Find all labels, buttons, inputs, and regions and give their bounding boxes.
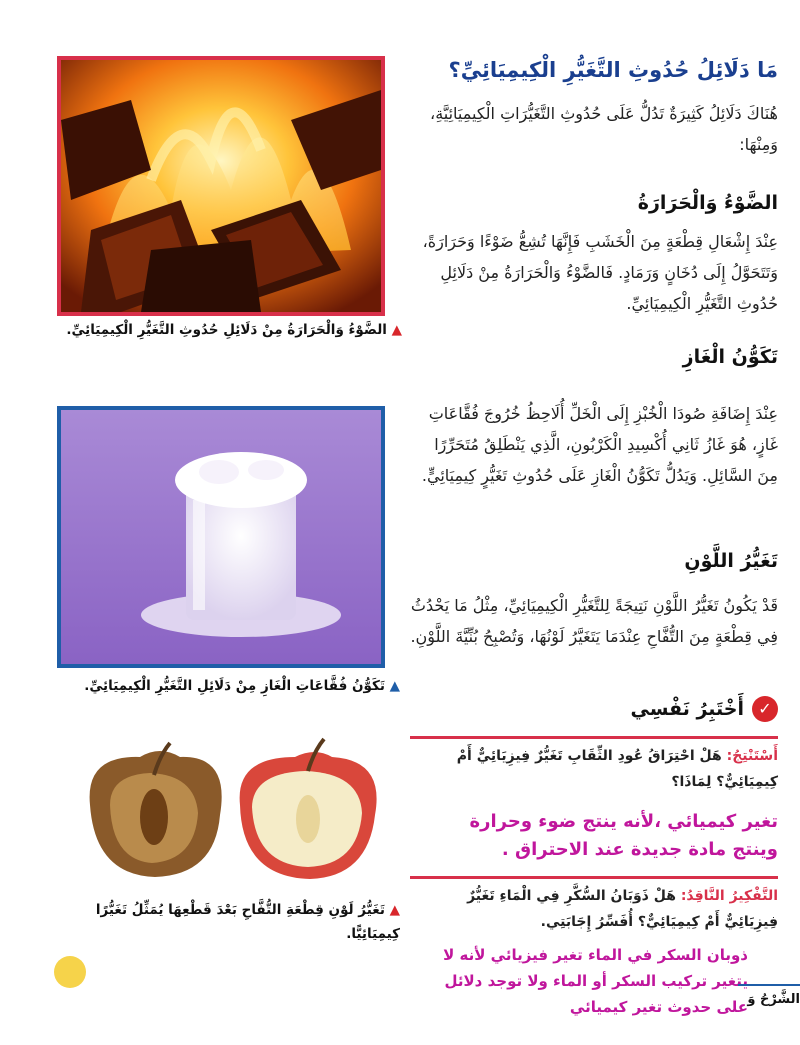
apple-caption-line2: كِيمِيَائِيًّا.: [346, 926, 400, 942]
question-2-text: هَلْ ذَوَبَانُ السُّكَّرِ فِي الْمَاءِ تَغَيُّرٌ فِيزِيَائِيٌّ أَمْ كِيمِيَائِيٌّ؟ أُفَسِّرُ إِجَابَتِي.: [467, 888, 778, 930]
color-title: تَغَيُّرُ اللَّوْنِ: [684, 550, 778, 572]
fire-illustration: [61, 60, 381, 312]
caption-triangle-icon: ▲: [389, 678, 400, 694]
apple-caption: [40, 898, 400, 946]
answer-2-line3: على حدوث تغير كيميائي: [569, 998, 748, 1016]
checkmark-icon: ✓: [752, 696, 778, 722]
answer-1-line2: وينتج مادة جديدة عند الاحتراق .: [501, 839, 778, 860]
answer-1-line1: تغير كيميائي ،لأنه ينتج ضوء وحرارة: [469, 811, 778, 832]
caption-triangle-icon: ▲: [391, 322, 402, 338]
bubbles-caption: [40, 674, 400, 698]
footer-label: الشَّرْحُ وَ: [747, 992, 800, 1007]
fire-caption-text: الضَّوْءُ وَالْحَرَارَةُ مِنْ دَلَائِلِ حُدُوثِ التَّغَيُّرِ الْكِيمِيَائِيِّ.: [66, 322, 387, 338]
gas-title: تَكَوُّنُ الْغَازِ: [682, 346, 778, 368]
publisher-logo-icon: [54, 956, 86, 988]
apples-illustration: [70, 735, 390, 885]
self-test-header: [410, 696, 778, 722]
answer-2: [408, 942, 748, 1020]
gas-text: عِنْدَ إِضَافَةِ صُودَا الْخُبْزِ إِلَى الْخَلِّ أُلَاحِظُ خُرُوجَ فُقَّاعَاتِ غَازٍ، هُوَ غَازُ ثَانِي أُكْسِيدِ الْكَرْبُونِ، الَّذِي يَنْطَلِقُ مُتَحَرِّرًا مِنَ السَّائِلِ. وَيَدُلُّ تَكَوُّنُ الْغَازِ عَلَى حُدُوثِ تَغَيُّرٍ كِيمِيَائِيٍّ.: [421, 404, 778, 485]
apple-caption-line1: تَغَيُّرُ لَوْنِ قِطْعَةِ التُّفَّاحِ بَعْدَ قَطْعِهَا يُمَثِّلُ تَغَيُّرًا: [95, 902, 385, 918]
fire-caption: [30, 318, 402, 342]
bubbles-photo: [57, 406, 385, 668]
question-2-label: التَّفْكِيرُ النَّاقِدُ:: [680, 888, 778, 904]
question-1-label: أَسْتَنْتِجُ:: [726, 748, 778, 764]
question-1-text: هَلْ احْتِرَاقُ عُودِ الثِّقَابِ تَغَيُّرٌ فِيزِيَائِيٌّ أَمْ كِيمِيَائِيٌّ؟ لِمَاذَا؟: [456, 748, 778, 790]
section-intro: هُنَاكَ دَلَائِلُ كَثِيرَةٌ تَدُلُّ عَلَى حُدُوثِ التَّغَيُّرَاتِ الْكِيمِيَائِيَّةِ، وَمِنْهَا:: [430, 104, 778, 154]
caption-triangle-icon: ▲: [389, 902, 400, 918]
apples-photo: [70, 735, 390, 885]
section-title: مَا دَلَائِلُ حُدُوثِ التَّغَيُّرِ الْكِيمِيَائِيِّ؟: [448, 58, 778, 82]
light-heat-text: عِنْدَ إِشْعَالِ قِطْعَةٍ مِنَ الْخَشَبِ فَإِنَّهَا تُشِعُّ ضَوْءًا وَحَرَارَةً، وَتَتَحَوَّلُ إِلَى دُخَانٍ وَرَمَادٍ. فَالضَّوْءُ وَالْحَرَارَةُ مِنْ دَلَائِلِ حُدُوثِ التَّغَيُّرِ الْكِيمِيَائِيِّ.: [422, 232, 778, 313]
bubbles-caption-text: تَكَوُّنُ فُقَّاعَاتِ الْغَازِ مِنْ دَلَائِلِ التَّغَيُّرِ الْكِيمِيَائِيِّ.: [84, 678, 385, 694]
answer-2-line2: يتغير تركيب السكر أو الماء ولا توجد دلائل: [444, 972, 748, 990]
footer-tab: [738, 984, 800, 1007]
bubbles-illustration: [61, 410, 381, 664]
self-test-title: أَخْتَبِرُ نَفْسِي: [630, 698, 744, 720]
question-1: [410, 736, 778, 795]
light-heat-title: الضَّوْءُ وَالْحَرَارَةُ: [637, 192, 778, 214]
fire-photo: [57, 56, 385, 316]
question-2: [410, 876, 778, 935]
answer-1: [400, 808, 778, 864]
answer-2-line1: ذوبان السكر في الماء تغير فيزيائي لأنه لا: [443, 946, 748, 964]
color-text: قَدْ يَكُونُ تَغَيُّرُ اللَّوْنِ نَتِيجَةً لِلتَّغَيُّرِ الْكِيمِيَائِيِّ، مِثْلُ مَا يَحْدُثُ فِي قِطْعَةٍ مِنَ التُّفَّاحِ عِنْدَمَا يَتَغَيَّرُ لَوْنُهَا، وَتُصْبِحُ بُنِّيَّةَ اللَّوْنِ.: [410, 596, 778, 646]
